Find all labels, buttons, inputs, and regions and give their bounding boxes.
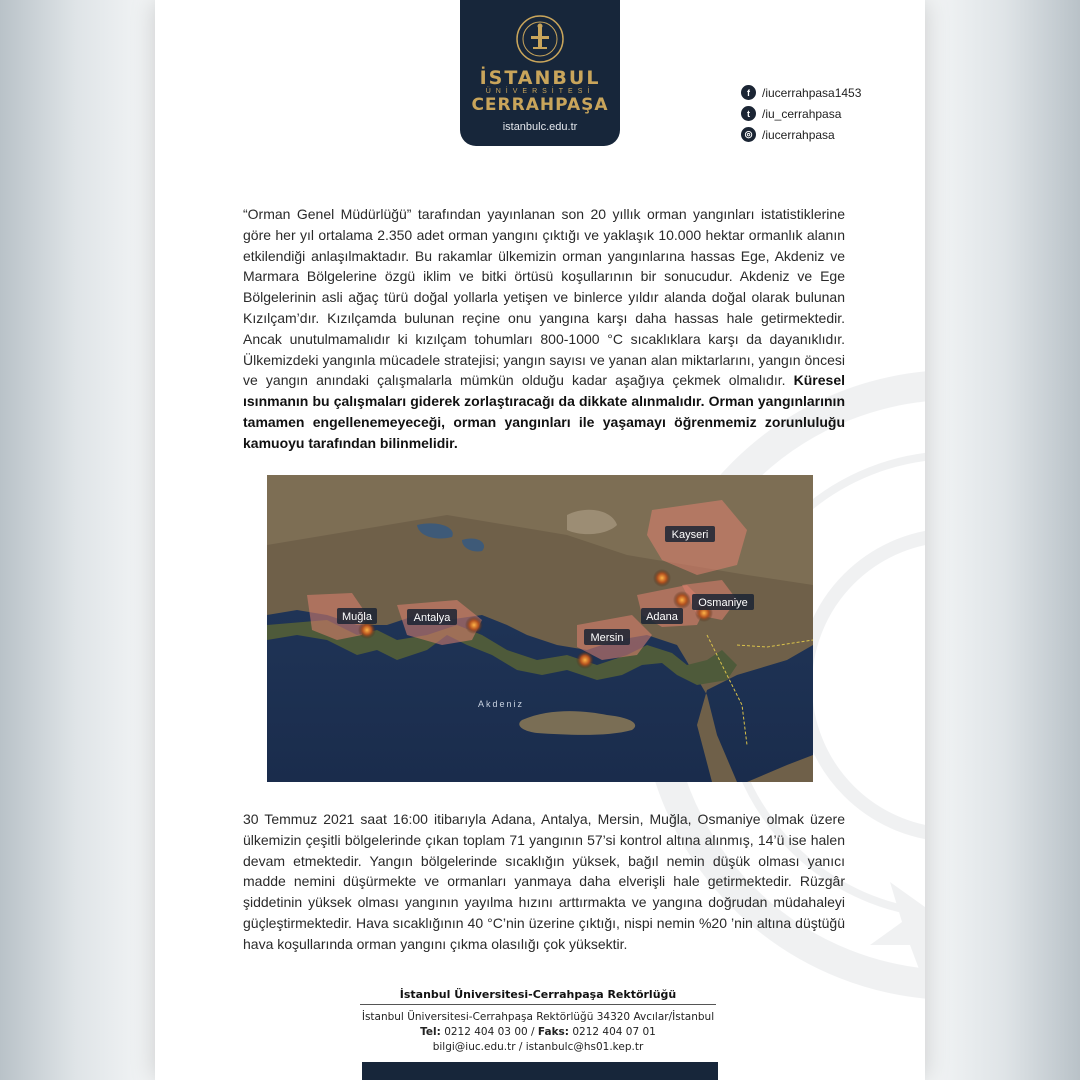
- footer-address: İstanbul Üniversitesi-Cerrahpaşa Rektörlüğü 34320 Avcılar/İstanbul: [361, 1011, 715, 1023]
- paragraph-text: 30 Temmuz 2021 saat 16:00 itibarıyla Adana, Antalya, Mersin, Muğla, Osmaniye olmak üzere ülkemizin çeşitli bölgelerinde çıkan toplam 71 yangının 57’si kontrol altına alınmış, 14’ü ise halen devam etmektedir. Yangın bölgelerinde sıcaklığın yüksek, bağıl nemin düşük olması yanıcı madde nemini düşürmekte ve ormanları yanmaya daha elverişli hale getirmektedir. Rüzgâr şiddetinin yüksek olması yangının yayılma hızını arttırmakta ve yangına doğrudan müdahaleyi güçleştirmektedir. Hava sıcaklığının 40 °C’nin üzerine çıktığı, nispi nemin %20 ’nin altına düştüğü hava koşullarında orman yangını çıkma olasılığı çok yüksektir.: [243, 811, 845, 952]
- fax-label: Faks:: [537, 1026, 569, 1038]
- social-link-twitter[interactable]: [741, 103, 861, 124]
- fax-number: 0212 404 07 01: [572, 1026, 656, 1038]
- social-link-instagram[interactable]: [741, 124, 861, 145]
- social-link-facebook[interactable]: [741, 82, 861, 103]
- footer-bar: [362, 1062, 718, 1080]
- map-label-antalya: Antalya: [413, 612, 451, 624]
- social-links: [741, 82, 861, 145]
- tel-number[interactable]: 0212 404 03 00: [444, 1026, 528, 1038]
- paragraph-emphasis: Küresel ısınmanın bu çalışmaları giderek zorlaştıracağı da dikkate alınmalıdır. Orman yangınlarının tamamen engellenemeyeceği, orman yangınları ile yaşamayı öğrenmemiz zorunluluğu kamuoyu tarafından bilinmelidir.: [243, 372, 845, 451]
- logo-wordmark-istanbul: İSTANBUL: [479, 67, 601, 89]
- paragraph-text: “Orman Genel Müdürlüğü” tarafından yayınlanan son 20 yıllık orman yangınları istatistiklerine göre her yıl ortalama 2.350 adet orman yangını çıktığı ve yaklaşık 10.000 hektar ormanlık alanın etkilendiği anlaşılmaktadır. Bu rakamlar ülkemizin orman yangınlarına hassas Ege, Akdeniz ve Marmara Bölgelerine özgü iklim ve bitki örtüsü koşullarının bir sonucudur. Akdeniz ve Ege Bölgelerinin asli ağaç türü doğal yollarla yetişen ve binlerce yıldır alanda doğal olarak bulunan Kızılçam’dır. Kızılçamda bulunan reçine onu yangına karşı daha hassas hale getirmektedir. Ancak unutulmamalıdır ki kızılçam tohumları 800-1000 °C sıcaklıklara karşı da dayanıklıdır. Ülkemizdeki yangınla mücadele stratejisi; yangın sayısı ve yanan alan miktarlarını, yangın öncesi ve yangın anındaki çalışmalarla mümkün olduğu kadar aşağıya çekmek olmalıdır.: [243, 206, 845, 389]
- footer-title: İstanbul Üniversitesi-Cerrahpaşa Rektörlüğü: [360, 988, 716, 1005]
- twitter-icon: t: [741, 106, 756, 121]
- footer-emails[interactable]: bilgi@iuc.edu.tr / istanbulc@hs01.kep.tr: [432, 1041, 644, 1053]
- map-label-kayseri: Kayseri: [671, 529, 709, 541]
- logo-wordmark-cerrahpasa: CERRAHPAŞA: [471, 95, 609, 115]
- map-label-osmaniye: Osmaniye: [698, 597, 748, 609]
- logo-url[interactable]: istanbulc.edu.tr: [502, 121, 578, 133]
- separator: /: [531, 1026, 535, 1038]
- footer-phone: [345, 1026, 731, 1038]
- map-label-akdeniz: Akdeniz: [477, 699, 525, 709]
- logo-wordmark-universitesi: ÜNİVERSİTESİ: [485, 88, 595, 95]
- university-logo[interactable]: [460, 0, 620, 146]
- document-page: [155, 0, 925, 1080]
- social-handle: /iucerrahpasa1453: [762, 85, 862, 100]
- fire-regions-map: [267, 475, 813, 782]
- social-handle: /iucerrahpasa: [762, 127, 835, 142]
- facebook-icon: f: [741, 85, 756, 100]
- map-label-mersin: Mersin: [590, 632, 624, 644]
- tel-label: Tel:: [420, 1026, 441, 1038]
- map-label-mugla: Muğla: [342, 611, 372, 623]
- university-seal-icon: [515, 14, 565, 64]
- map-label-adana: Adana: [646, 611, 678, 623]
- body-paragraph-intro: [243, 204, 845, 454]
- instagram-icon: ◎: [741, 127, 756, 142]
- social-handle: /iu_cerrahpasa: [762, 106, 842, 121]
- body-paragraph-status: [243, 809, 845, 955]
